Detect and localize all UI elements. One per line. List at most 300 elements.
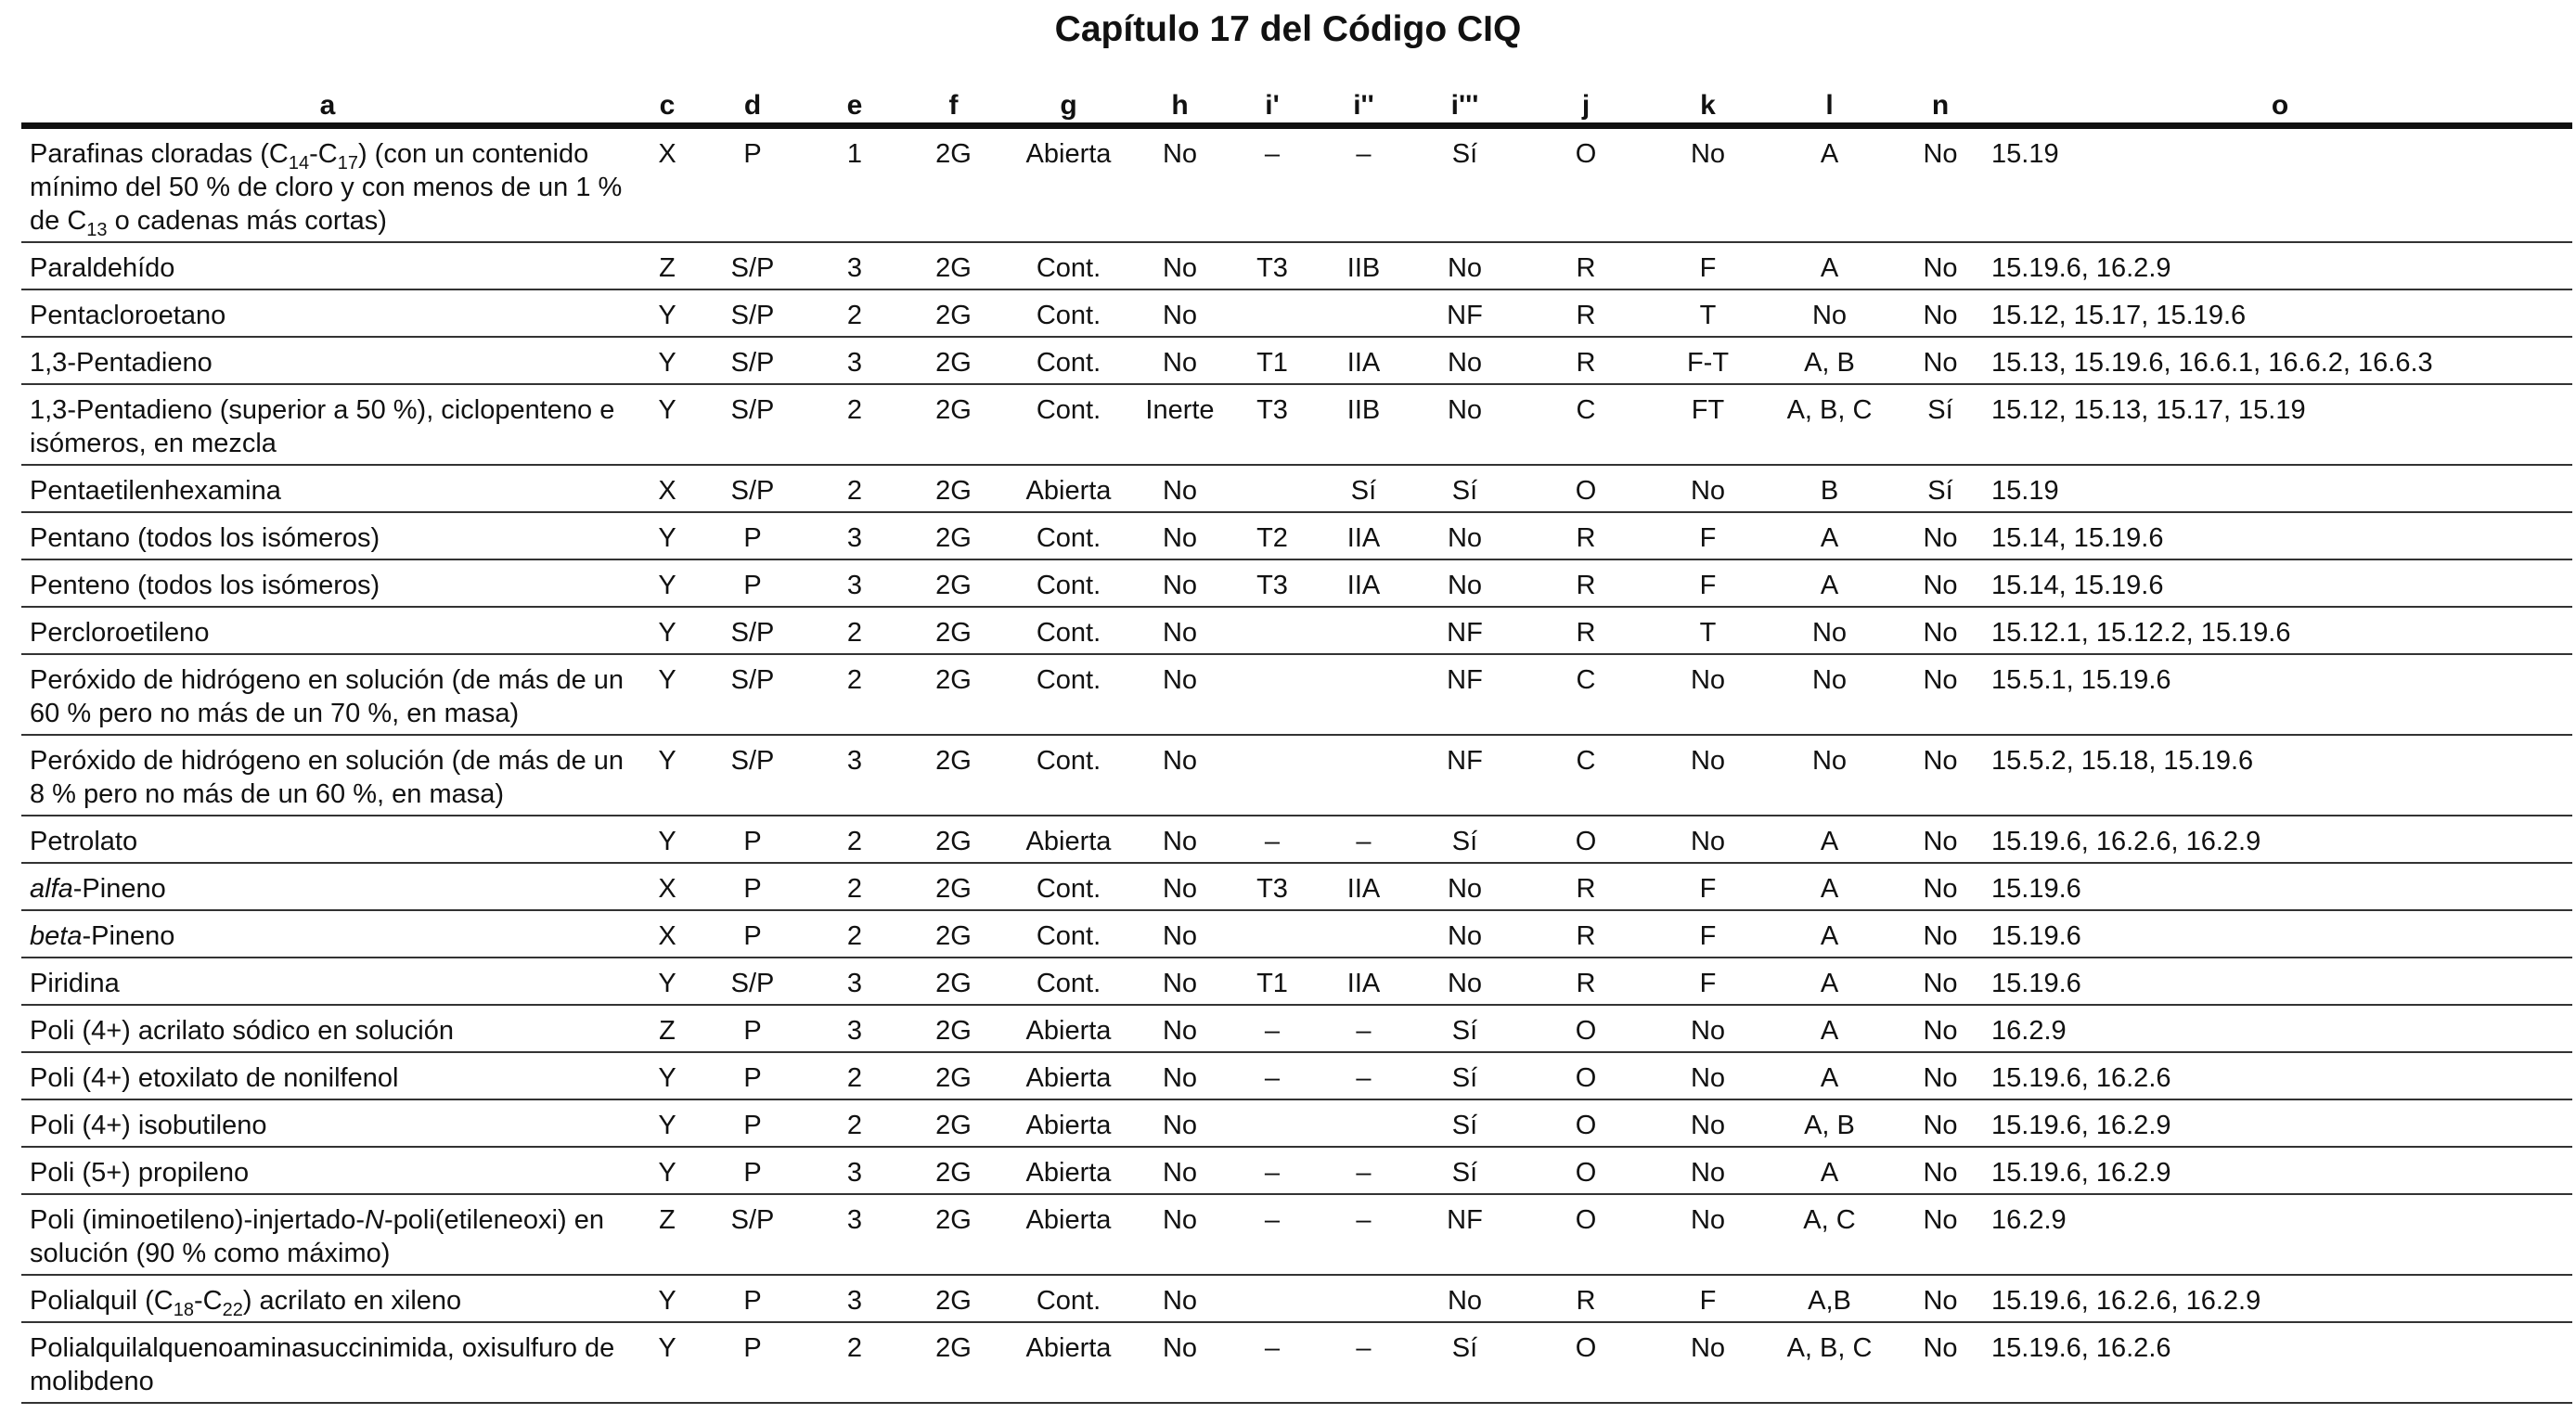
- cell-k: F: [1650, 910, 1766, 958]
- cell-j: O: [1522, 1147, 1650, 1194]
- cell-d: P: [701, 1322, 805, 1403]
- header-cell-l: l: [1766, 84, 1893, 126]
- cell-l: A: [1766, 863, 1893, 910]
- cell-e: 1: [805, 126, 905, 243]
- cell-f: 2G: [905, 1322, 1002, 1403]
- table-row: [21, 910, 2572, 958]
- cell-i1: T1: [1225, 958, 1320, 1005]
- cell-n: No: [1893, 863, 1988, 910]
- cell-l: A: [1766, 816, 1893, 863]
- table-body: [21, 126, 2572, 1404]
- cell-c: Y: [634, 1322, 701, 1403]
- cell-l: No: [1766, 654, 1893, 735]
- cell-d: P: [701, 1099, 805, 1147]
- cell-o: 15.5.2, 15.18, 15.19.6: [1988, 735, 2572, 816]
- cell-h: No: [1135, 1194, 1225, 1275]
- cell-o: 15.14, 15.19.6: [1988, 512, 2572, 559]
- cell-o: 15.13, 15.19.6, 16.6.1, 16.6.2, 16.6.3: [1988, 337, 2572, 384]
- cell-i2: IIA: [1320, 863, 1408, 910]
- cell-a: Poli (4+) acrilato sódico en solución: [21, 1005, 634, 1052]
- cell-h: No: [1135, 863, 1225, 910]
- cell-j: O: [1522, 1005, 1650, 1052]
- table-row: [21, 289, 2572, 337]
- cell-k: No: [1650, 1147, 1766, 1194]
- cell-h: No: [1135, 559, 1225, 607]
- cell-e: 2: [805, 289, 905, 337]
- cell-f: 2G: [905, 1052, 1002, 1099]
- cell-a: Polialquil $(C_{18}-C_{22})$ acrilato en xileno: [21, 1275, 634, 1322]
- cell-j: R: [1522, 337, 1650, 384]
- cell-c: Y: [634, 958, 701, 1005]
- header-cell-n: n: [1893, 84, 1988, 126]
- cell-i1: [1225, 654, 1320, 735]
- cell-i3: Sí: [1408, 465, 1522, 512]
- cell-d: P: [701, 126, 805, 243]
- cell-i2: –: [1320, 1322, 1408, 1403]
- cell-g: Abierta: [1002, 126, 1135, 243]
- cell-l: No: [1766, 735, 1893, 816]
- cell-c: Z: [634, 242, 701, 289]
- cell-c: Y: [634, 512, 701, 559]
- cell-h: No: [1135, 512, 1225, 559]
- cell-c: Y: [634, 337, 701, 384]
- cell-h: No: [1135, 607, 1225, 654]
- cell-c: Y: [634, 735, 701, 816]
- cell-g: Cont.: [1002, 863, 1135, 910]
- cell-i1: [1225, 465, 1320, 512]
- cell-o: 15.19: [1988, 465, 2572, 512]
- cell-g: Abierta: [1002, 1147, 1135, 1194]
- cell-d: P: [701, 1275, 805, 1322]
- cell-o: 15.12.1, 15.12.2, 15.19.6: [1988, 607, 2572, 654]
- cell-g: Cont.: [1002, 384, 1135, 465]
- cell-o: 15.19: [1988, 126, 2572, 243]
- cell-o: 15.19.6, 16.2.9: [1988, 1147, 2572, 1194]
- table-row: [21, 1005, 2572, 1052]
- cell-l: A: [1766, 910, 1893, 958]
- cell-n: No: [1893, 337, 1988, 384]
- cell-d: S/P: [701, 289, 805, 337]
- cell-d: S/P: [701, 465, 805, 512]
- cell-k: T: [1650, 289, 1766, 337]
- cell-c: Y: [634, 1147, 701, 1194]
- cell-o: 15.19.6, 16.2.6, 16.2.9: [1988, 1275, 2572, 1322]
- cell-e: 3: [805, 1194, 905, 1275]
- header-cell-h: h: [1135, 84, 1225, 126]
- cell-o: 15.19.6, 16.2.6: [1988, 1322, 2572, 1403]
- cell-c: Y: [634, 1052, 701, 1099]
- cell-i3: Sí: [1408, 816, 1522, 863]
- cell-c: Y: [634, 1099, 701, 1147]
- cell-j: C: [1522, 654, 1650, 735]
- cell-a: Polialquilalquenoaminasuccinimida, oxisulfuro de molibdeno: [21, 1322, 634, 1403]
- header-cell-o: o: [1988, 84, 2572, 126]
- cell-k: No: [1650, 465, 1766, 512]
- cell-i1: T3: [1225, 384, 1320, 465]
- table-row: [21, 126, 2572, 243]
- cell-h: No: [1135, 1322, 1225, 1403]
- cell-j: O: [1522, 1052, 1650, 1099]
- cell-l: No: [1766, 607, 1893, 654]
- cell-n: No: [1893, 735, 1988, 816]
- cell-a: Poli (iminoetileno)-injertado-N-poli(etileneoxi) en solución (90 % como máximo): [21, 1194, 634, 1275]
- cell-h: Inerte: [1135, 384, 1225, 465]
- cell-k: No: [1650, 1099, 1766, 1147]
- cell-l: A, B, C: [1766, 1322, 1893, 1403]
- cell-f: 2G: [905, 384, 1002, 465]
- cell-j: R: [1522, 1275, 1650, 1322]
- cell-f: 2G: [905, 512, 1002, 559]
- cell-a: Parafinas cloradas $(C_{14}-C_{17})$ (con un contenido mínimo del 50 % de cloro y con menos de un 1 % de $C_{13}$ o cadenas más cortas): [21, 126, 634, 243]
- cell-f: 2G: [905, 559, 1002, 607]
- cell-d: P: [701, 1005, 805, 1052]
- cell-f: 2G: [905, 242, 1002, 289]
- table-row: [21, 512, 2572, 559]
- cell-i2: Sí: [1320, 465, 1408, 512]
- cell-i2: [1320, 1275, 1408, 1322]
- cell-i3: NF: [1408, 654, 1522, 735]
- cell-d: S/P: [701, 735, 805, 816]
- cell-n: No: [1893, 1052, 1988, 1099]
- cell-g: Cont.: [1002, 1275, 1135, 1322]
- cell-k: F: [1650, 559, 1766, 607]
- cell-i1: T3: [1225, 242, 1320, 289]
- cell-g: Abierta: [1002, 1099, 1135, 1147]
- cell-i3: No: [1408, 384, 1522, 465]
- header-cell-i1: i': [1225, 84, 1320, 126]
- cell-g: Cont.: [1002, 607, 1135, 654]
- cell-e: 3: [805, 337, 905, 384]
- cell-o: 16.2.9: [1988, 1005, 2572, 1052]
- header-cell-c: c: [634, 84, 701, 126]
- cell-o: 15.19.6, 16.2.9: [1988, 1099, 2572, 1147]
- cell-i3: No: [1408, 1275, 1522, 1322]
- cell-a: Pentano (todos los isómeros): [21, 512, 634, 559]
- cell-h: No: [1135, 958, 1225, 1005]
- cell-k: T: [1650, 607, 1766, 654]
- cell-c: Y: [634, 654, 701, 735]
- cell-d: P: [701, 1052, 805, 1099]
- cell-o: 15.19.6: [1988, 910, 2572, 958]
- cell-n: Sí: [1893, 465, 1988, 512]
- cell-l: A: [1766, 512, 1893, 559]
- cell-i1: [1225, 910, 1320, 958]
- cell-i2: IIA: [1320, 337, 1408, 384]
- cell-g: Cont.: [1002, 289, 1135, 337]
- cell-i3: NF: [1408, 289, 1522, 337]
- cell-j: O: [1522, 1099, 1650, 1147]
- cell-i2: –: [1320, 126, 1408, 243]
- table-row: [21, 863, 2572, 910]
- cell-h: No: [1135, 1099, 1225, 1147]
- cell-j: O: [1522, 816, 1650, 863]
- cell-j: R: [1522, 512, 1650, 559]
- cell-j: R: [1522, 863, 1650, 910]
- cell-e: 3: [805, 559, 905, 607]
- cell-o: 15.19.6: [1988, 863, 2572, 910]
- cell-i1: –: [1225, 1052, 1320, 1099]
- cell-k: F: [1650, 242, 1766, 289]
- cell-l: A, B, C: [1766, 384, 1893, 465]
- cell-i1: T3: [1225, 863, 1320, 910]
- cell-k: No: [1650, 654, 1766, 735]
- cell-l: B: [1766, 465, 1893, 512]
- cell-i2: IIA: [1320, 958, 1408, 1005]
- cell-d: S/P: [701, 654, 805, 735]
- cell-c: X: [634, 126, 701, 243]
- cell-e: 3: [805, 512, 905, 559]
- cell-c: X: [634, 465, 701, 512]
- cell-i1: –: [1225, 1194, 1320, 1275]
- cell-i3: No: [1408, 958, 1522, 1005]
- cell-a: Percloroetileno: [21, 607, 634, 654]
- cell-i2: [1320, 654, 1408, 735]
- cell-i1: [1225, 1275, 1320, 1322]
- cell-i1: –: [1225, 126, 1320, 243]
- table-row: [21, 958, 2572, 1005]
- cell-o: 15.19.6, 16.2.9: [1988, 242, 2572, 289]
- cell-d: P: [701, 1147, 805, 1194]
- cell-i1: [1225, 289, 1320, 337]
- cell-l: A, B: [1766, 337, 1893, 384]
- cell-i2: IIA: [1320, 512, 1408, 559]
- cell-i2: –: [1320, 1147, 1408, 1194]
- cell-f: 2G: [905, 1275, 1002, 1322]
- cell-i1: T3: [1225, 559, 1320, 607]
- cell-n: No: [1893, 559, 1988, 607]
- cell-i3: Sí: [1408, 1005, 1522, 1052]
- table-row: [21, 1147, 2572, 1194]
- cell-c: X: [634, 910, 701, 958]
- cell-i3: Sí: [1408, 1099, 1522, 1147]
- cell-n: No: [1893, 1275, 1988, 1322]
- cell-k: No: [1650, 1194, 1766, 1275]
- cell-g: Abierta: [1002, 1052, 1135, 1099]
- cell-c: Y: [634, 1275, 701, 1322]
- cell-e: 3: [805, 242, 905, 289]
- cell-f: 2G: [905, 465, 1002, 512]
- cell-j: R: [1522, 559, 1650, 607]
- cell-g: Cont.: [1002, 735, 1135, 816]
- cell-d: P: [701, 512, 805, 559]
- table-row: [21, 242, 2572, 289]
- cell-a: Piridina: [21, 958, 634, 1005]
- cell-l: A: [1766, 126, 1893, 243]
- cell-c: X: [634, 863, 701, 910]
- cell-g: Cont.: [1002, 512, 1135, 559]
- cell-i1: –: [1225, 1322, 1320, 1403]
- cell-i1: [1225, 735, 1320, 816]
- cell-n: No: [1893, 1194, 1988, 1275]
- header-cell-i3: i''': [1408, 84, 1522, 126]
- table-row: [21, 654, 2572, 735]
- cell-h: No: [1135, 654, 1225, 735]
- cell-a: beta-Pineno: [21, 910, 634, 958]
- cell-k: FT: [1650, 384, 1766, 465]
- cell-n: No: [1893, 1147, 1988, 1194]
- cell-n: No: [1893, 958, 1988, 1005]
- cell-i2: –: [1320, 816, 1408, 863]
- cell-n: No: [1893, 910, 1988, 958]
- cell-g: Cont.: [1002, 337, 1135, 384]
- cell-i3: Sí: [1408, 1147, 1522, 1194]
- cell-h: No: [1135, 735, 1225, 816]
- cell-f: 2G: [905, 607, 1002, 654]
- cell-f: 2G: [905, 735, 1002, 816]
- cell-f: 2G: [905, 289, 1002, 337]
- cell-n: No: [1893, 1005, 1988, 1052]
- cell-e: 2: [805, 465, 905, 512]
- cell-a: Paraldehído: [21, 242, 634, 289]
- cell-i1: T2: [1225, 512, 1320, 559]
- table-row: [21, 384, 2572, 465]
- cell-a: Poli (4+) etoxilato de nonilfenol: [21, 1052, 634, 1099]
- cell-e: 2: [805, 384, 905, 465]
- cell-j: C: [1522, 735, 1650, 816]
- cell-f: 2G: [905, 337, 1002, 384]
- table-row: [21, 337, 2572, 384]
- page-title: Capítulo 17 del Código CIQ: [1054, 9, 1522, 49]
- cell-n: No: [1893, 816, 1988, 863]
- cell-i2: –: [1320, 1005, 1408, 1052]
- cell-f: 2G: [905, 654, 1002, 735]
- cell-i3: No: [1408, 242, 1522, 289]
- header-cell-a: a: [21, 84, 634, 126]
- cell-g: Cont.: [1002, 242, 1135, 289]
- cell-o: 15.19.6, 16.2.6, 16.2.9: [1988, 816, 2572, 863]
- cell-i2: [1320, 735, 1408, 816]
- table-row: [21, 1322, 2572, 1403]
- cell-k: No: [1650, 126, 1766, 243]
- cell-a: alfa-Pineno: [21, 863, 634, 910]
- cell-o: 15.5.1, 15.19.6: [1988, 654, 2572, 735]
- cell-i2: IIB: [1320, 384, 1408, 465]
- cell-d: S/P: [701, 958, 805, 1005]
- cell-o: 15.19.6, 16.2.6: [1988, 1052, 2572, 1099]
- cell-e: 2: [805, 816, 905, 863]
- cell-f: 2G: [905, 1147, 1002, 1194]
- cell-g: Abierta: [1002, 1005, 1135, 1052]
- cell-a: Petrolato: [21, 816, 634, 863]
- cell-f: 2G: [905, 1194, 1002, 1275]
- cell-g: Cont.: [1002, 958, 1135, 1005]
- cell-i2: [1320, 1099, 1408, 1147]
- cell-o: 15.12, 15.13, 15.17, 15.19: [1988, 384, 2572, 465]
- cell-e: 3: [805, 1005, 905, 1052]
- chemical-table: [21, 84, 2572, 1404]
- cell-n: No: [1893, 289, 1988, 337]
- header-cell-g: g: [1002, 84, 1135, 126]
- table-row: [21, 735, 2572, 816]
- cell-g: Cont.: [1002, 654, 1135, 735]
- cell-f: 2G: [905, 1099, 1002, 1147]
- cell-f: 2G: [905, 126, 1002, 243]
- cell-j: R: [1522, 607, 1650, 654]
- cell-k: No: [1650, 1322, 1766, 1403]
- cell-n: No: [1893, 512, 1988, 559]
- cell-c: Y: [634, 607, 701, 654]
- cell-g: Abierta: [1002, 1322, 1135, 1403]
- cell-c: Y: [634, 816, 701, 863]
- cell-k: No: [1650, 816, 1766, 863]
- cell-g: Abierta: [1002, 1194, 1135, 1275]
- cell-h: No: [1135, 465, 1225, 512]
- cell-f: 2G: [905, 1005, 1002, 1052]
- cell-c: Y: [634, 289, 701, 337]
- cell-e: 3: [805, 1275, 905, 1322]
- cell-i3: NF: [1408, 1194, 1522, 1275]
- cell-h: No: [1135, 910, 1225, 958]
- cell-i2: [1320, 289, 1408, 337]
- cell-f: 2G: [905, 910, 1002, 958]
- cell-j: O: [1522, 465, 1650, 512]
- cell-k: No: [1650, 735, 1766, 816]
- cell-j: R: [1522, 289, 1650, 337]
- cell-i2: IIA: [1320, 559, 1408, 607]
- cell-i3: NF: [1408, 607, 1522, 654]
- cell-j: O: [1522, 126, 1650, 243]
- cell-a: Pentaetilenhexamina: [21, 465, 634, 512]
- cell-i1: [1225, 607, 1320, 654]
- cell-l: A: [1766, 1005, 1893, 1052]
- cell-e: 2: [805, 1052, 905, 1099]
- cell-k: No: [1650, 1052, 1766, 1099]
- cell-j: O: [1522, 1194, 1650, 1275]
- cell-n: No: [1893, 1099, 1988, 1147]
- cell-h: No: [1135, 1005, 1225, 1052]
- table-row: [21, 1194, 2572, 1275]
- table-row: [21, 559, 2572, 607]
- cell-k: F: [1650, 512, 1766, 559]
- cell-i3: NF: [1408, 735, 1522, 816]
- cell-o: 15.12, 15.17, 15.19.6: [1988, 289, 2572, 337]
- cell-i3: No: [1408, 910, 1522, 958]
- cell-i1: T1: [1225, 337, 1320, 384]
- cell-n: No: [1893, 607, 1988, 654]
- cell-i3: Sí: [1408, 1052, 1522, 1099]
- header-cell-d: d: [701, 84, 805, 126]
- cell-g: Cont.: [1002, 910, 1135, 958]
- cell-c: Z: [634, 1194, 701, 1275]
- cell-i3: No: [1408, 512, 1522, 559]
- cell-g: Cont.: [1002, 559, 1135, 607]
- cell-d: P: [701, 816, 805, 863]
- cell-l: A, C: [1766, 1194, 1893, 1275]
- cell-n: No: [1893, 1322, 1988, 1403]
- cell-l: A: [1766, 958, 1893, 1005]
- cell-n: No: [1893, 654, 1988, 735]
- header-cell-i2: i'': [1320, 84, 1408, 126]
- cell-a: 1,3-Pentadieno: [21, 337, 634, 384]
- cell-k: F-T: [1650, 337, 1766, 384]
- cell-l: A,B: [1766, 1275, 1893, 1322]
- table-row: [21, 607, 2572, 654]
- cell-k: F: [1650, 958, 1766, 1005]
- header-cell-f: f: [905, 84, 1002, 126]
- cell-d: P: [701, 910, 805, 958]
- cell-a: Pentacloroetano: [21, 289, 634, 337]
- cell-o: 15.14, 15.19.6: [1988, 559, 2572, 607]
- cell-k: F: [1650, 1275, 1766, 1322]
- cell-i2: –: [1320, 1052, 1408, 1099]
- cell-i1: [1225, 1099, 1320, 1147]
- cell-l: A: [1766, 1052, 1893, 1099]
- cell-a: 1,3-Pentadieno (superior a 50 %), ciclopenteno e isómeros, en mezcla: [21, 384, 634, 465]
- cell-e: 3: [805, 1147, 905, 1194]
- cell-a: Penteno (todos los isómeros): [21, 559, 634, 607]
- cell-o: 16.2.9: [1988, 1194, 2572, 1275]
- cell-d: S/P: [701, 384, 805, 465]
